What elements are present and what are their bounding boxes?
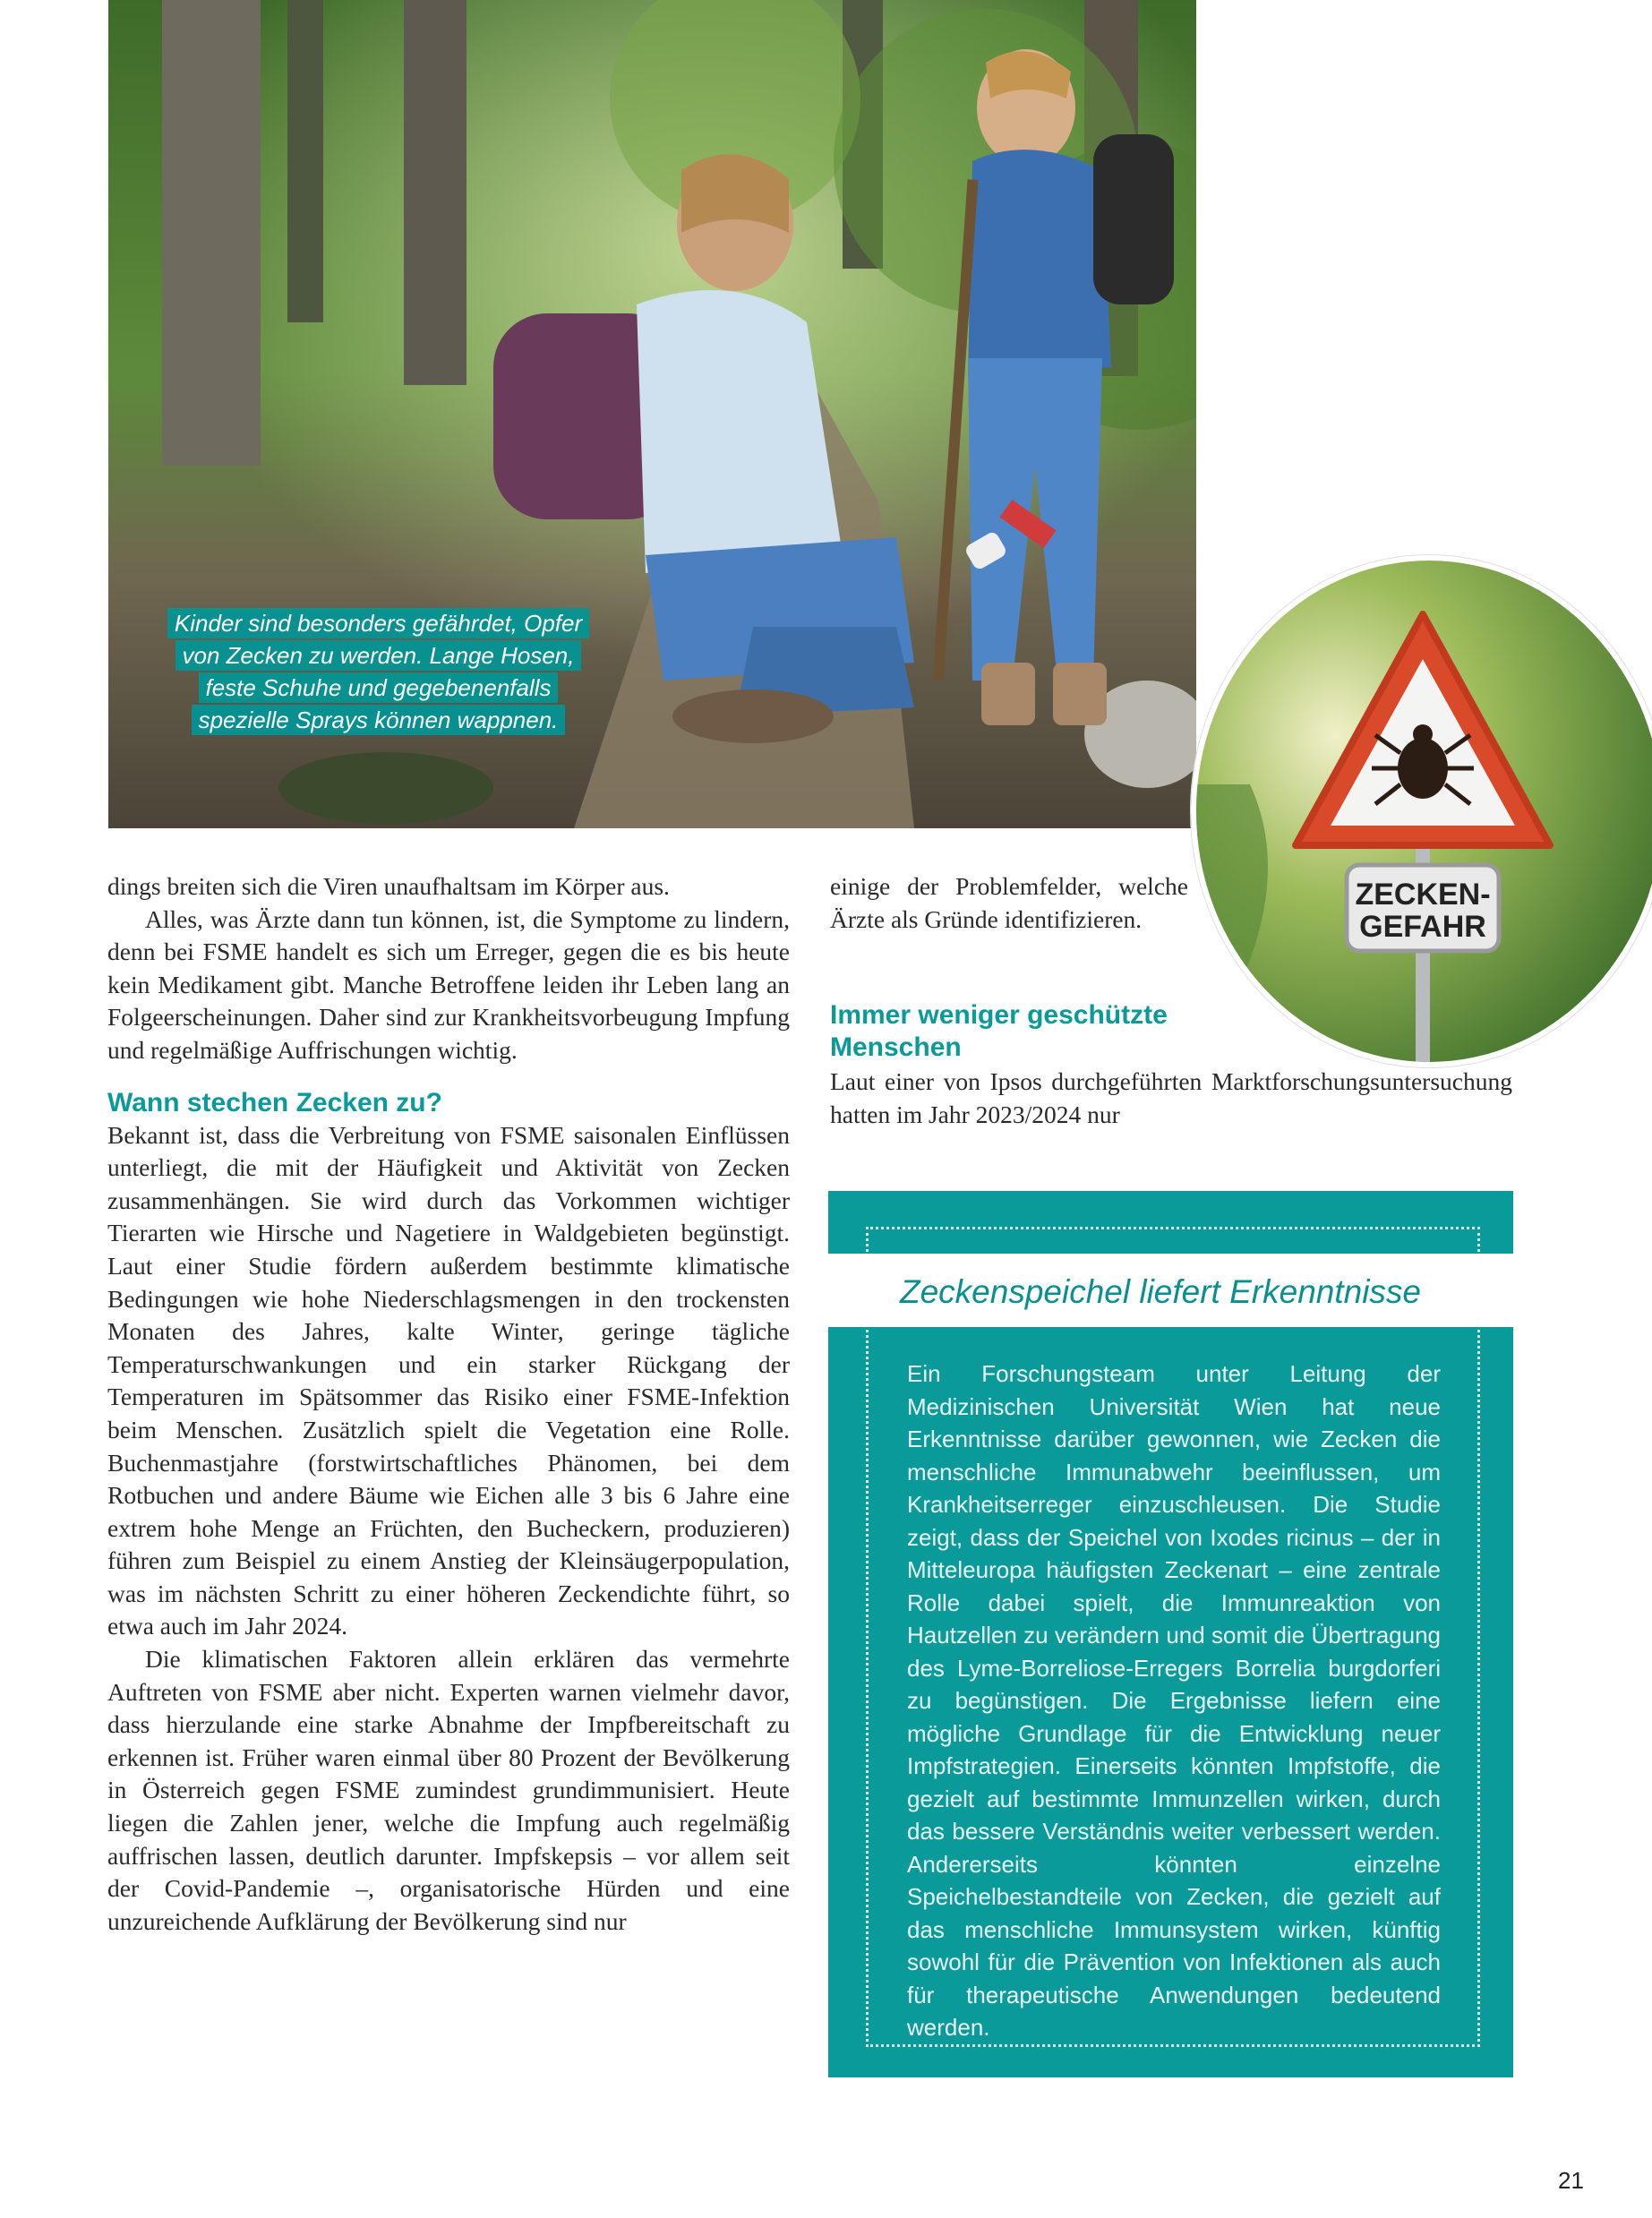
section-heading-zecken: Wann stechen Zecken zu? — [107, 1087, 442, 1118]
left-paragraph-1: dings breiten sich die Viren unaufhaltsam im Körper aus. — [107, 872, 670, 900]
info-box-title: Zeckenspeichel liefert Erkenntnisse — [900, 1273, 1422, 1310]
info-box-text: Ein Forschungsteam unter Leitung der Medizinischen Universität Wien hat neue Erkenntnisse darüber gewonnen, wie Zecken die menschliche Immunabwehr beeinflussen, um Krankheitserreger einzuschleusen. Die Studie zeigt, dass der Speichel von Ixodes ricinus – der in Mitteleuropa häufigsten Zeckenart – eine zentrale Rolle dabei spielt, die Immunreaktion von Hautzellen zu verändern und somit die Übertragung des Lyme-Borreliose-Erregers Borrelia burgdorferi zu begünstigen. Die Ergebnisse liefern eine mögliche Grundlage für die Entwicklung neuer Impfstrategien. Einerseits könnten Impfstoffe, die gezielt auf bestimmte Immunzellen wirken, durch das bessere Verständnis weiter verbessert werden. Andererseits könnten einzelne Speichelbestandteile von Zecken, die gezielt auf das menschliche Immunsystem wirken, künftig sowohl für die Prävention von Infektionen als auch für therapeutische Anwendungen bedeutend werden. — [907, 1360, 1441, 2041]
page-number: 21 — [1558, 2167, 1584, 2194]
tick-warning-image — [1191, 555, 1652, 1067]
right-paragraph-2: Laut einer von Ipsos durchgeführten Marktforschungsuntersuchung hatten im Jahr 2023/2024 nur — [830, 1067, 1512, 1128]
caption-line-2: von Zecken zu werden. Lange Hosen, — [175, 640, 582, 671]
tick-warning-illustration — [1196, 561, 1652, 1062]
left-paragraph-3: Bekannt ist, dass die Verbreitung von FSME saisonalen Einflüssen unterliegt, die mit der Häufigkeit und Aktivität von Zecken zusammenhängen. Sie wird durch das Vorkommen wichtiger Tierarten wie Hirsche und Nagetiere in Waldgebieten begünstigt. Laut einer Studie fördern außerdem bestimmte klimatische Bedingungen wie hohe Niederschlagsmengen in den trockensten Monaten des Jahres, kalte Winter, geringe tägliche Temperaturschwankungen und ein starker Rückgang der Temperaturen im Spätsommer das Risiko einer FSME-Infektion beim Menschen. Zusätzlich spielt die Vegetation eine Rolle. Buchenmastjahre (forstwirtschaftliches Phänomen, bei dem Rotbuchen und andere Bäume wie Eichen alle 3 bis 6 Jahre eine extrem hohe Menge an Früchten, den Bucheckern, produzieren) führen zum Beispiel zu einem Anstieg der Kleinsäugerpopulation, was im nächsten Schritt zu einer höheren Zeckendichte führt, so etwa auch im Jahr 2024. — [107, 1120, 790, 1640]
left-column — [107, 870, 790, 1938]
caption-line-3: feste Schuhe und gegebenenfalls — [199, 672, 559, 703]
caption-line-4: spezielle Sprays können wappnen. — [192, 705, 566, 735]
info-box — [828, 1191, 1513, 2077]
left-paragraph-4: Die klimatischen Faktoren allein erklären das vermehrte Auftreten von FSME aber nicht. Experten warnen vielmehr davor, dass hierzulande eine starke Abnahme der Impfbereitschaft zu erkennen ist. Früher waren einmal über 80 Prozent der Bevölkerung in Österreich gegen FSME zumindest grundimmunisiert. Heute liegen die Zahlen jener, welche die Impfung auch regelmäßig auffrischen lassen, deutlich darunter. Impfskepsis – vor allem seit der Covid-Pandemie –, organisatorische Hürden und eine unzureichende Aufklärung der Bevölkerung sind nur — [107, 1645, 790, 1935]
sign-line-2: GEFAHR — [1359, 910, 1486, 944]
right-paragraph-1: einige der Problemfelder, welche Ärzte als Gründe identifizieren. — [830, 872, 1188, 933]
right-column-body — [830, 1066, 1512, 1131]
right-column-heading-wrap — [830, 999, 1251, 1064]
photo-caption — [157, 607, 600, 736]
caption-line-1: Kinder sind besonders gefährdet, Opfer — [167, 608, 589, 638]
left-paragraph-2: Alles, was Ärzte dann tun können, ist, die Symptome zu lindern, denn bei FSME handelt es sich um Erreger, gegen die es bis heute kein Medikament gibt. Manche Betroffene leiden ihr Leben lang an Folgeerscheinungen. Daher sind zur Krankheitsvorbeugung Impfung und regelmäßige Auffrischungen wichtig. — [107, 904, 790, 1064]
sign-line-1: ZECKEN- — [1355, 878, 1491, 912]
section-heading-geschuetzte: Immer weniger geschützte Menschen — [830, 1000, 1168, 1062]
right-column-top — [830, 870, 1188, 936]
